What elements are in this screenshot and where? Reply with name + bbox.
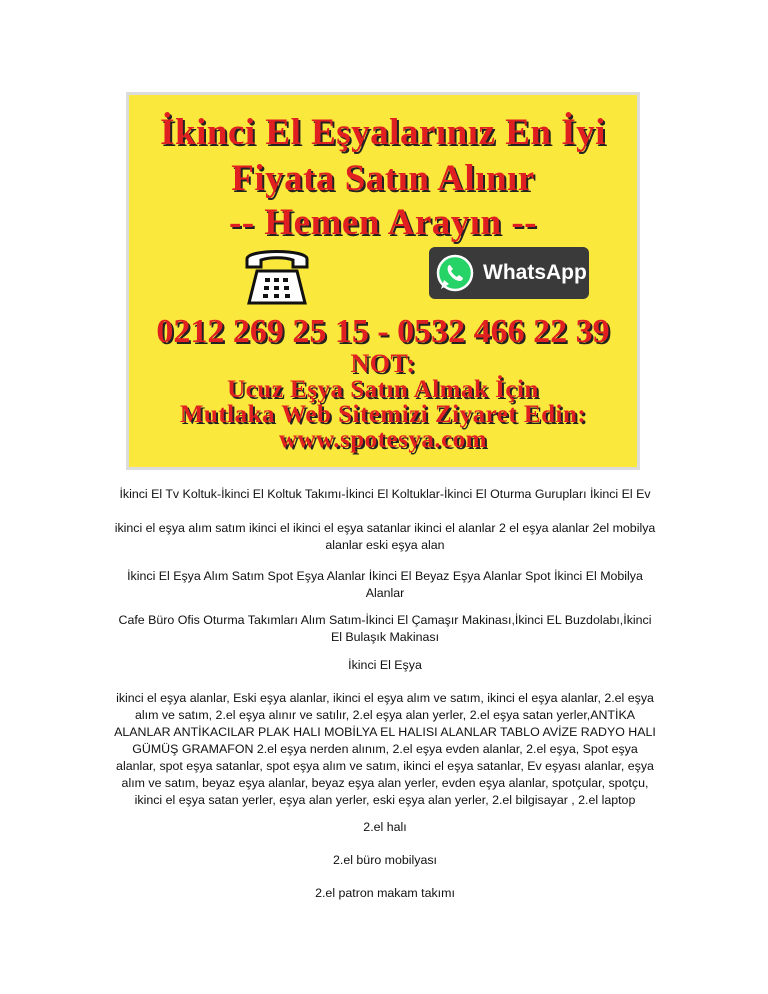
- paragraph-3: İkinci El Eşya Alım Satım Spot Eşya Alanlar İkinci El Beyaz Eşya Alanlar Spot İkinci El Mobilya Alanlar: [127, 569, 643, 600]
- note-line-1: Ucuz Eşya Satın Almak İçin: [227, 376, 539, 403]
- advertisement-banner: [126, 92, 640, 470]
- note-title: NOT:: [350, 349, 416, 378]
- paragraph-9: 2.el patron makam takımı: [315, 886, 455, 900]
- website-address: www.spotesya.com: [279, 426, 487, 453]
- paragraph-5: İkinci El Eşya: [348, 658, 422, 672]
- banner-headline-3: -- Hemen Arayın --: [228, 202, 538, 243]
- whatsapp-label: WhatsApp: [483, 261, 587, 284]
- whatsapp-badge: [429, 247, 589, 299]
- note-line-2: Mutlaka Web Sitemizi Ziyaret Edin:: [179, 401, 587, 428]
- banner-headline-1: İkinci El Eşyalarınız En İyi: [160, 112, 606, 153]
- paragraph-6: ikinci el eşya alanlar, Eski eşya alanlar, ikinci el eşya alım ve satım, ikinci el eşya alanlar, 2.el eşya alım ve satım, 2.el eşya alınır ve satılır, 2.el eşya alan yerler, 2.el eşya satan yerler,ANTİKA ALANLAR ANTİKACILAR PLAK HALI MOBİLYA EL HALISI ALANLAR TABLO AVİZE RADYO HALI GÜMÜŞ GRAMAFON 2.el eşya nerden alınım, 2.el eşya evden alanlar, 2.el eşya, Spot eşya alanlar, spot eşya satanlar, spot eşya alım ve satım, ikinci el eşya satanlar, Ev eşyası alanlar, eşya alım ve satım, beyaz eşya alanlar, beyaz eşya alan yerler, evden eşya alanlar, spotçular, spotçu, ikinci el eşya satan yerler, eşya alan yerler, eski eşya alan yerler, 2.el bilgisayar , 2.el laptop: [114, 691, 656, 807]
- paragraph-4: Cafe Büro Ofis Oturma Takımları Alım Satım-İkinci El Çamaşır Makinası,İkinci EL Buzdolabı,İkinci El Bulaşık Makinası: [118, 613, 652, 644]
- phone-numbers: 0212 269 25 15 - 0532 466 22 39: [156, 313, 610, 350]
- banner-headline-2: Fiyata Satın Alınır: [231, 158, 535, 199]
- paragraph-8: 2.el büro mobilyası: [333, 853, 437, 867]
- telephone-icon: [241, 245, 313, 309]
- whatsapp-icon: [435, 253, 475, 293]
- paragraph-1: İkinci El Tv Koltuk-İkinci El Koltuk Takımı-İkinci El Koltuklar-İkinci El Oturma Gurupları İkinci El Ev: [119, 487, 651, 501]
- banner-panel: [129, 95, 637, 467]
- paragraph-2: ikinci el eşya alım satım ikinci el ikinci el eşya satanlar ikinci el alanlar 2 el eşya alanlar 2el mobilya alanlar eski eşya alan: [114, 521, 656, 552]
- paragraph-7: 2.el halı: [363, 820, 407, 834]
